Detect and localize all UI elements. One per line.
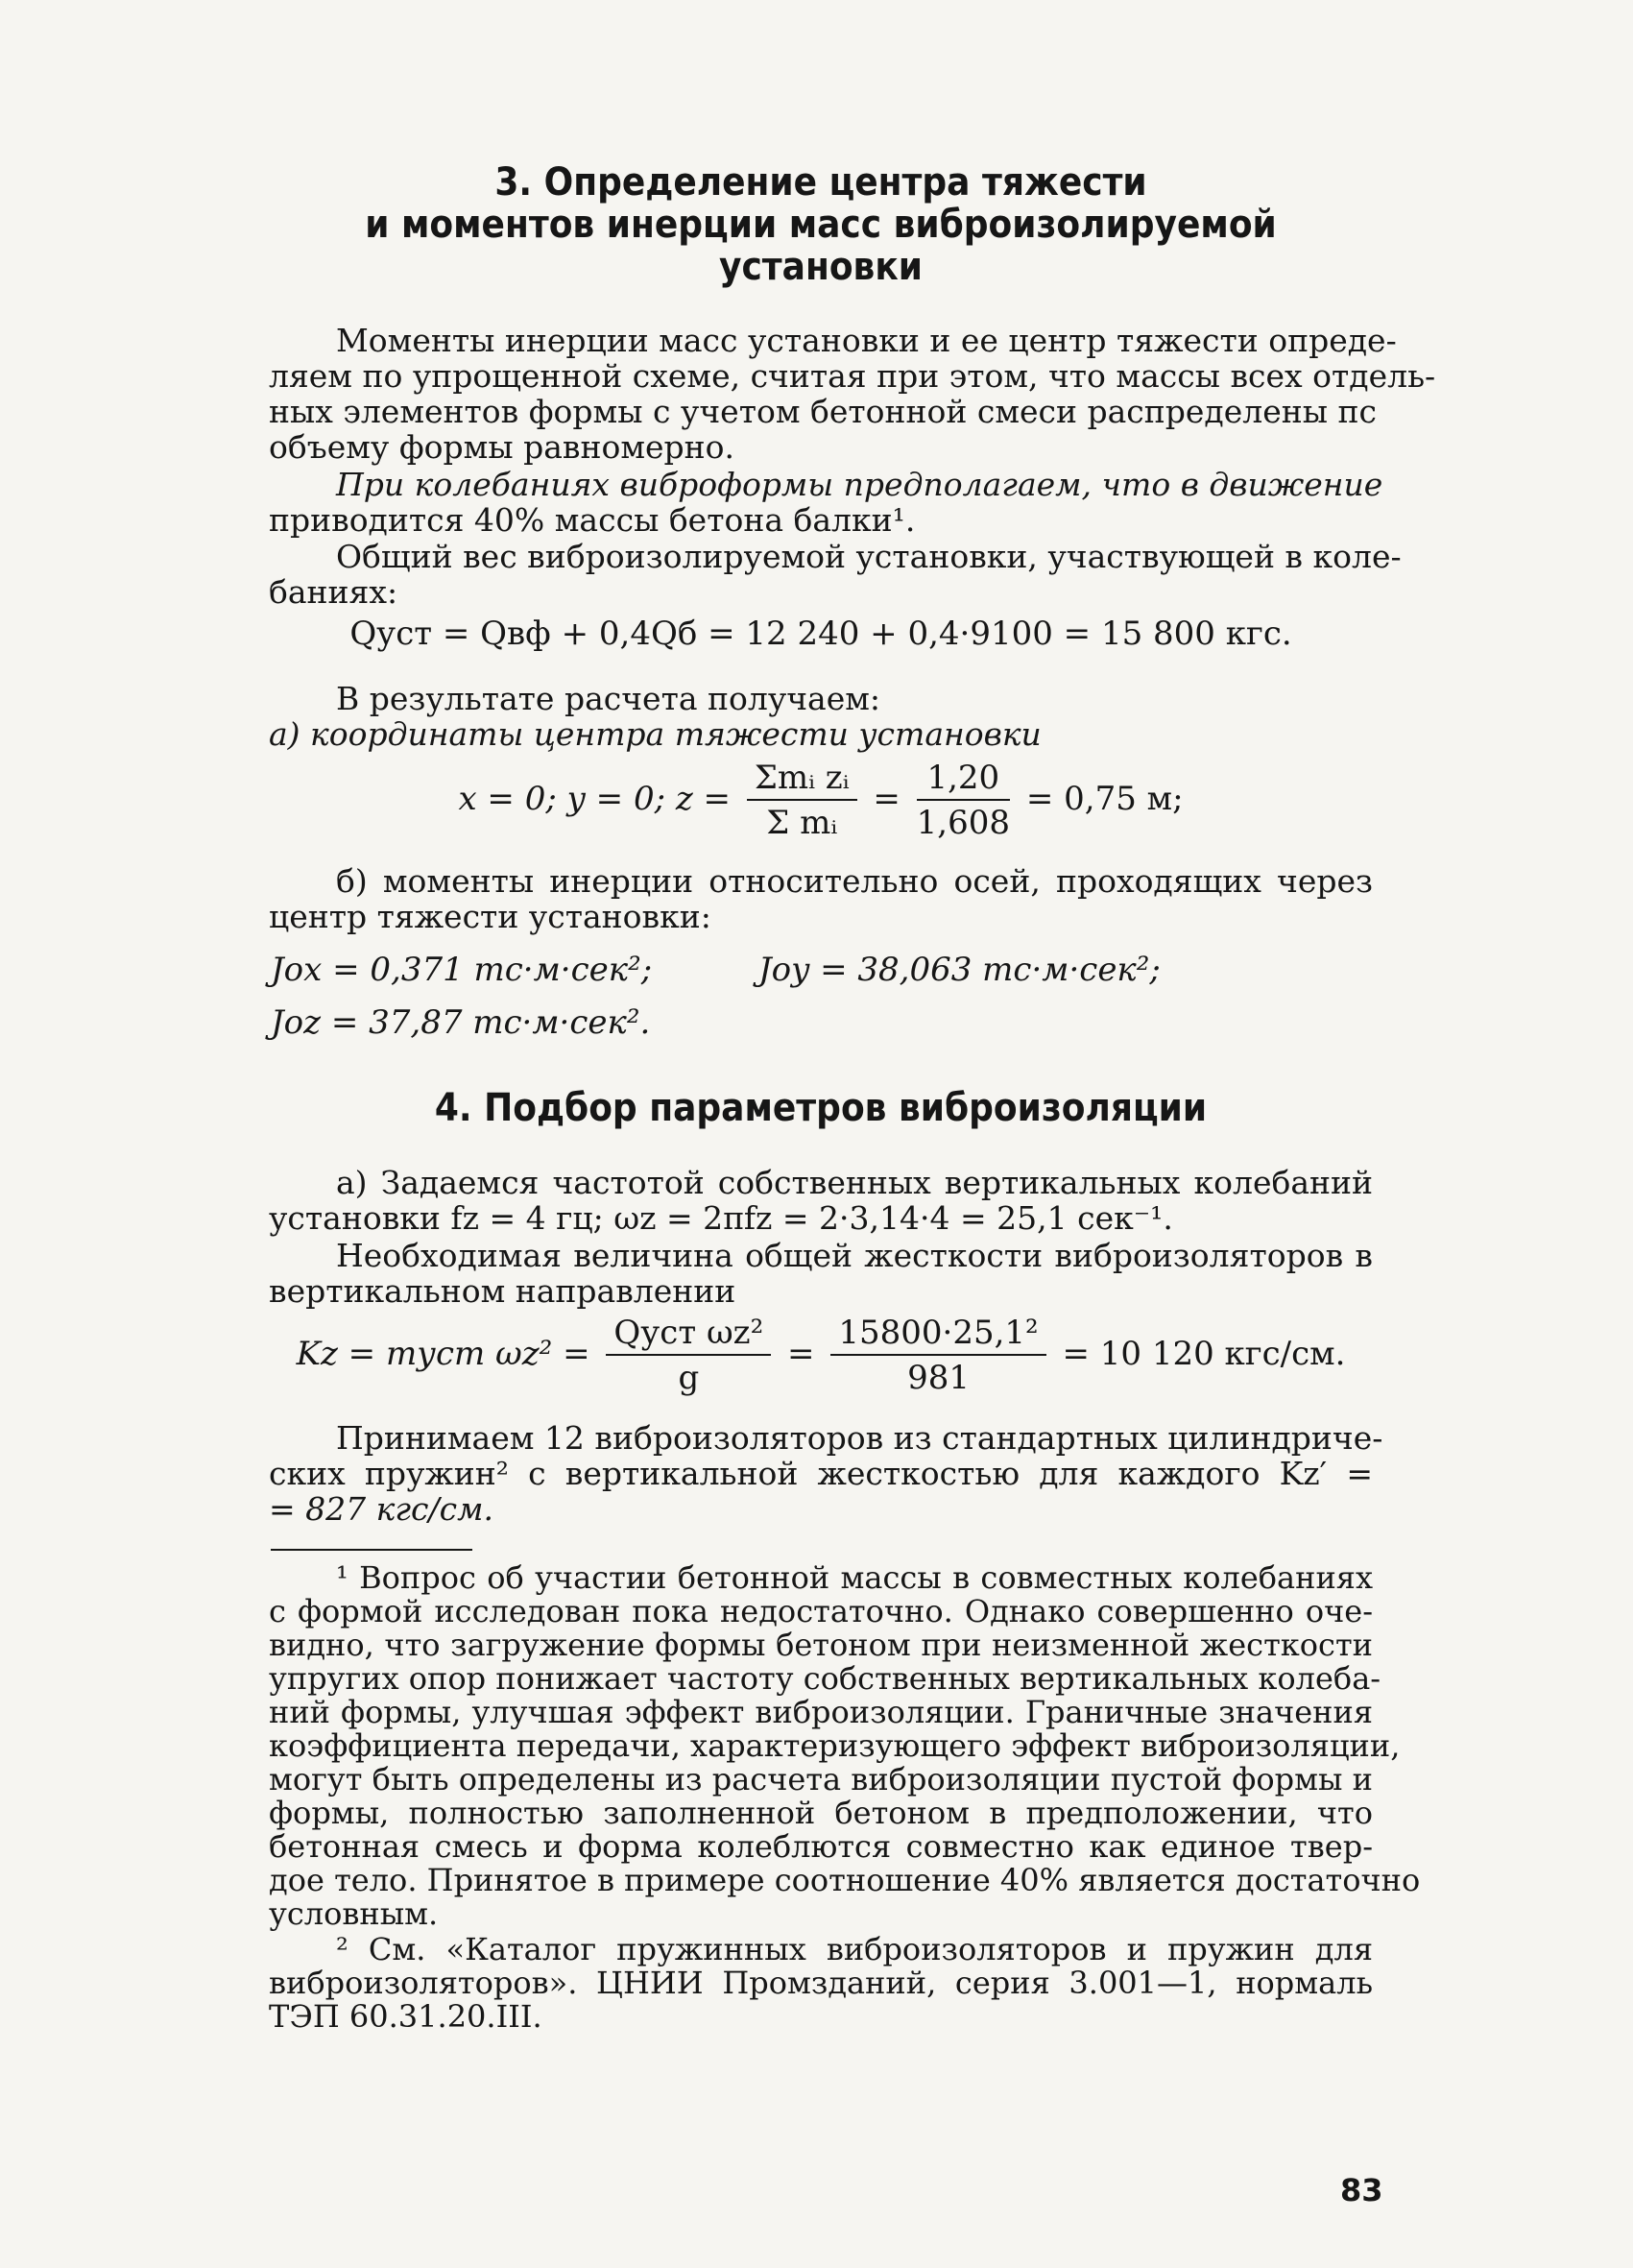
item-b-line: б) моменты инерции относительно осей, проходящих через bbox=[336, 862, 1373, 900]
denominator: 1,608 bbox=[916, 804, 1011, 842]
page-number: 83 bbox=[1340, 2172, 1383, 2208]
para-line: При колебаниях виброформы предполагаем, что в движение bbox=[336, 466, 1383, 503]
numerator: Σmᵢ zᵢ bbox=[747, 759, 857, 801]
para-line: объему формы равномерно. bbox=[269, 428, 734, 466]
para-line: Принимаем 12 виброизоляторов из стандартных цилиндриче- bbox=[336, 1419, 1383, 1457]
para-line: установки fz = 4 гц; ωz = 2πfz = 2·3,14·4 = 25,1 сек⁻¹. bbox=[269, 1199, 1173, 1237]
fraction bbox=[606, 1314, 771, 1398]
para-line: Моменты инерции масс установки и ее центр тяжести опреде- bbox=[336, 322, 1397, 359]
moment-oy: Joy = 38,063 тс·м·сек²; bbox=[758, 951, 1161, 989]
para-line: Необходимая величина общей жесткости виброизоляторов в bbox=[336, 1237, 1373, 1274]
eq-lhs: Kz = mуст ωz² = bbox=[296, 1335, 590, 1373]
para-line: а) Задаемся частотой собственных вертикальных колебаний bbox=[336, 1164, 1373, 1201]
equation-center bbox=[269, 759, 1373, 843]
section-4-title: 4. Подбор параметров виброизоляции bbox=[434, 1086, 1208, 1130]
para-line: приводится 40% массы бетона балки¹. bbox=[269, 501, 916, 539]
fraction bbox=[830, 1314, 1045, 1398]
footnote-divider bbox=[271, 1549, 472, 1551]
item-b-line: центр тяжести установки: bbox=[269, 898, 711, 935]
fraction bbox=[917, 759, 1010, 843]
equation-weight: Qуст = Qвф + 0,4Qб = 12 240 + 0,4·9100 = 15 800 кгс. bbox=[349, 615, 1292, 653]
denominator: 981 bbox=[907, 1359, 970, 1397]
footnote-line: ТЭП 60.31.20.III. bbox=[269, 1998, 542, 2035]
section-3-title-line: и моментов инерции масс виброизолируемой bbox=[365, 203, 1277, 247]
denominator: g bbox=[678, 1359, 700, 1397]
footnote-line: условным. bbox=[269, 1895, 439, 1932]
eq-lhs: x = 0; y = 0; z = bbox=[458, 780, 732, 818]
para-line: баниях: bbox=[269, 573, 398, 611]
item-a: а) координаты центра тяжести установки bbox=[269, 715, 1042, 753]
section-3-title-line: установки bbox=[718, 245, 924, 289]
moment-ox: Jox = 0,371 тс·м·сек²; bbox=[271, 951, 653, 989]
footnote-line: формы, полностью заполненной бетоном в предположении, что bbox=[269, 1795, 1373, 1831]
moment-oz: Joz = 37,87 тс·м·сек². bbox=[271, 1003, 651, 1042]
fraction bbox=[747, 759, 857, 843]
para-line: Общий вес виброизолируемой установки, участвующей в коле- bbox=[336, 538, 1402, 575]
eq-sign: = bbox=[787, 1335, 815, 1373]
para-line: ляем по упрощенной схеме, считая при этом, что массы всех отдель- bbox=[269, 357, 1436, 395]
footnote-line: с формой исследован пока недостаточно. Однако совершенно оче- bbox=[269, 1593, 1373, 1629]
numerator: Qуст ωz² bbox=[606, 1314, 771, 1356]
para-line: ских пружин² с вертикальной жесткостью для каждого Kz′ = bbox=[269, 1455, 1373, 1492]
footnote-line: бетонная смесь и форма колеблются совместно как единое твер- bbox=[269, 1828, 1373, 1865]
denominator: Σ mᵢ bbox=[766, 804, 838, 842]
footnote-line: дое тело. Принятое в примере соотношение 40% является достаточно bbox=[269, 1862, 1421, 1898]
para-line: вертикальном направлении bbox=[269, 1272, 736, 1310]
footnote-line: могут быть определены из расчета виброизоляции пустой формы и bbox=[269, 1761, 1373, 1798]
eq-rhs: = 0,75 м; bbox=[1025, 780, 1184, 818]
footnote-line: виброизоляторов». ЦНИИ Промзданий, серия 3.001—1, нормаль bbox=[269, 1965, 1373, 2001]
section-3-title-line: 3. Определение центра тяжести bbox=[494, 160, 1147, 205]
footnote-line: ний формы, улучшая эффект виброизоляции. Граничные значения bbox=[269, 1694, 1373, 1730]
equation-stiffness bbox=[269, 1314, 1373, 1398]
numerator: 1,20 bbox=[917, 759, 1010, 801]
footnote-line: коэффициента передачи, характеризующего эффект виброизоляции, bbox=[269, 1727, 1401, 1764]
eq-sign: = bbox=[873, 780, 901, 818]
footnote-line: ¹ Вопрос об участии бетонной массы в совместных колебаниях bbox=[336, 1559, 1373, 1596]
eq-rhs: = 10 120 кгс/см. bbox=[1062, 1335, 1346, 1373]
para-line: = 827 кгс/см. bbox=[269, 1490, 493, 1528]
para-line: В результате расчета получаем: bbox=[336, 680, 881, 717]
footnote-line: упругих опор понижает частоту собственных вертикальных колеба- bbox=[269, 1660, 1381, 1697]
para-line: ных элементов формы с учетом бетонной смеси распределены пс bbox=[269, 393, 1377, 430]
section-3-title bbox=[324, 161, 1318, 288]
footnote-line: ² См. «Каталог пружинных виброизоляторов и пружин для bbox=[336, 1931, 1373, 1967]
numerator: 15800·25,1² bbox=[830, 1314, 1045, 1356]
footnote-line: видно, что загружение формы бетоном при неизменной жесткости bbox=[269, 1627, 1373, 1663]
